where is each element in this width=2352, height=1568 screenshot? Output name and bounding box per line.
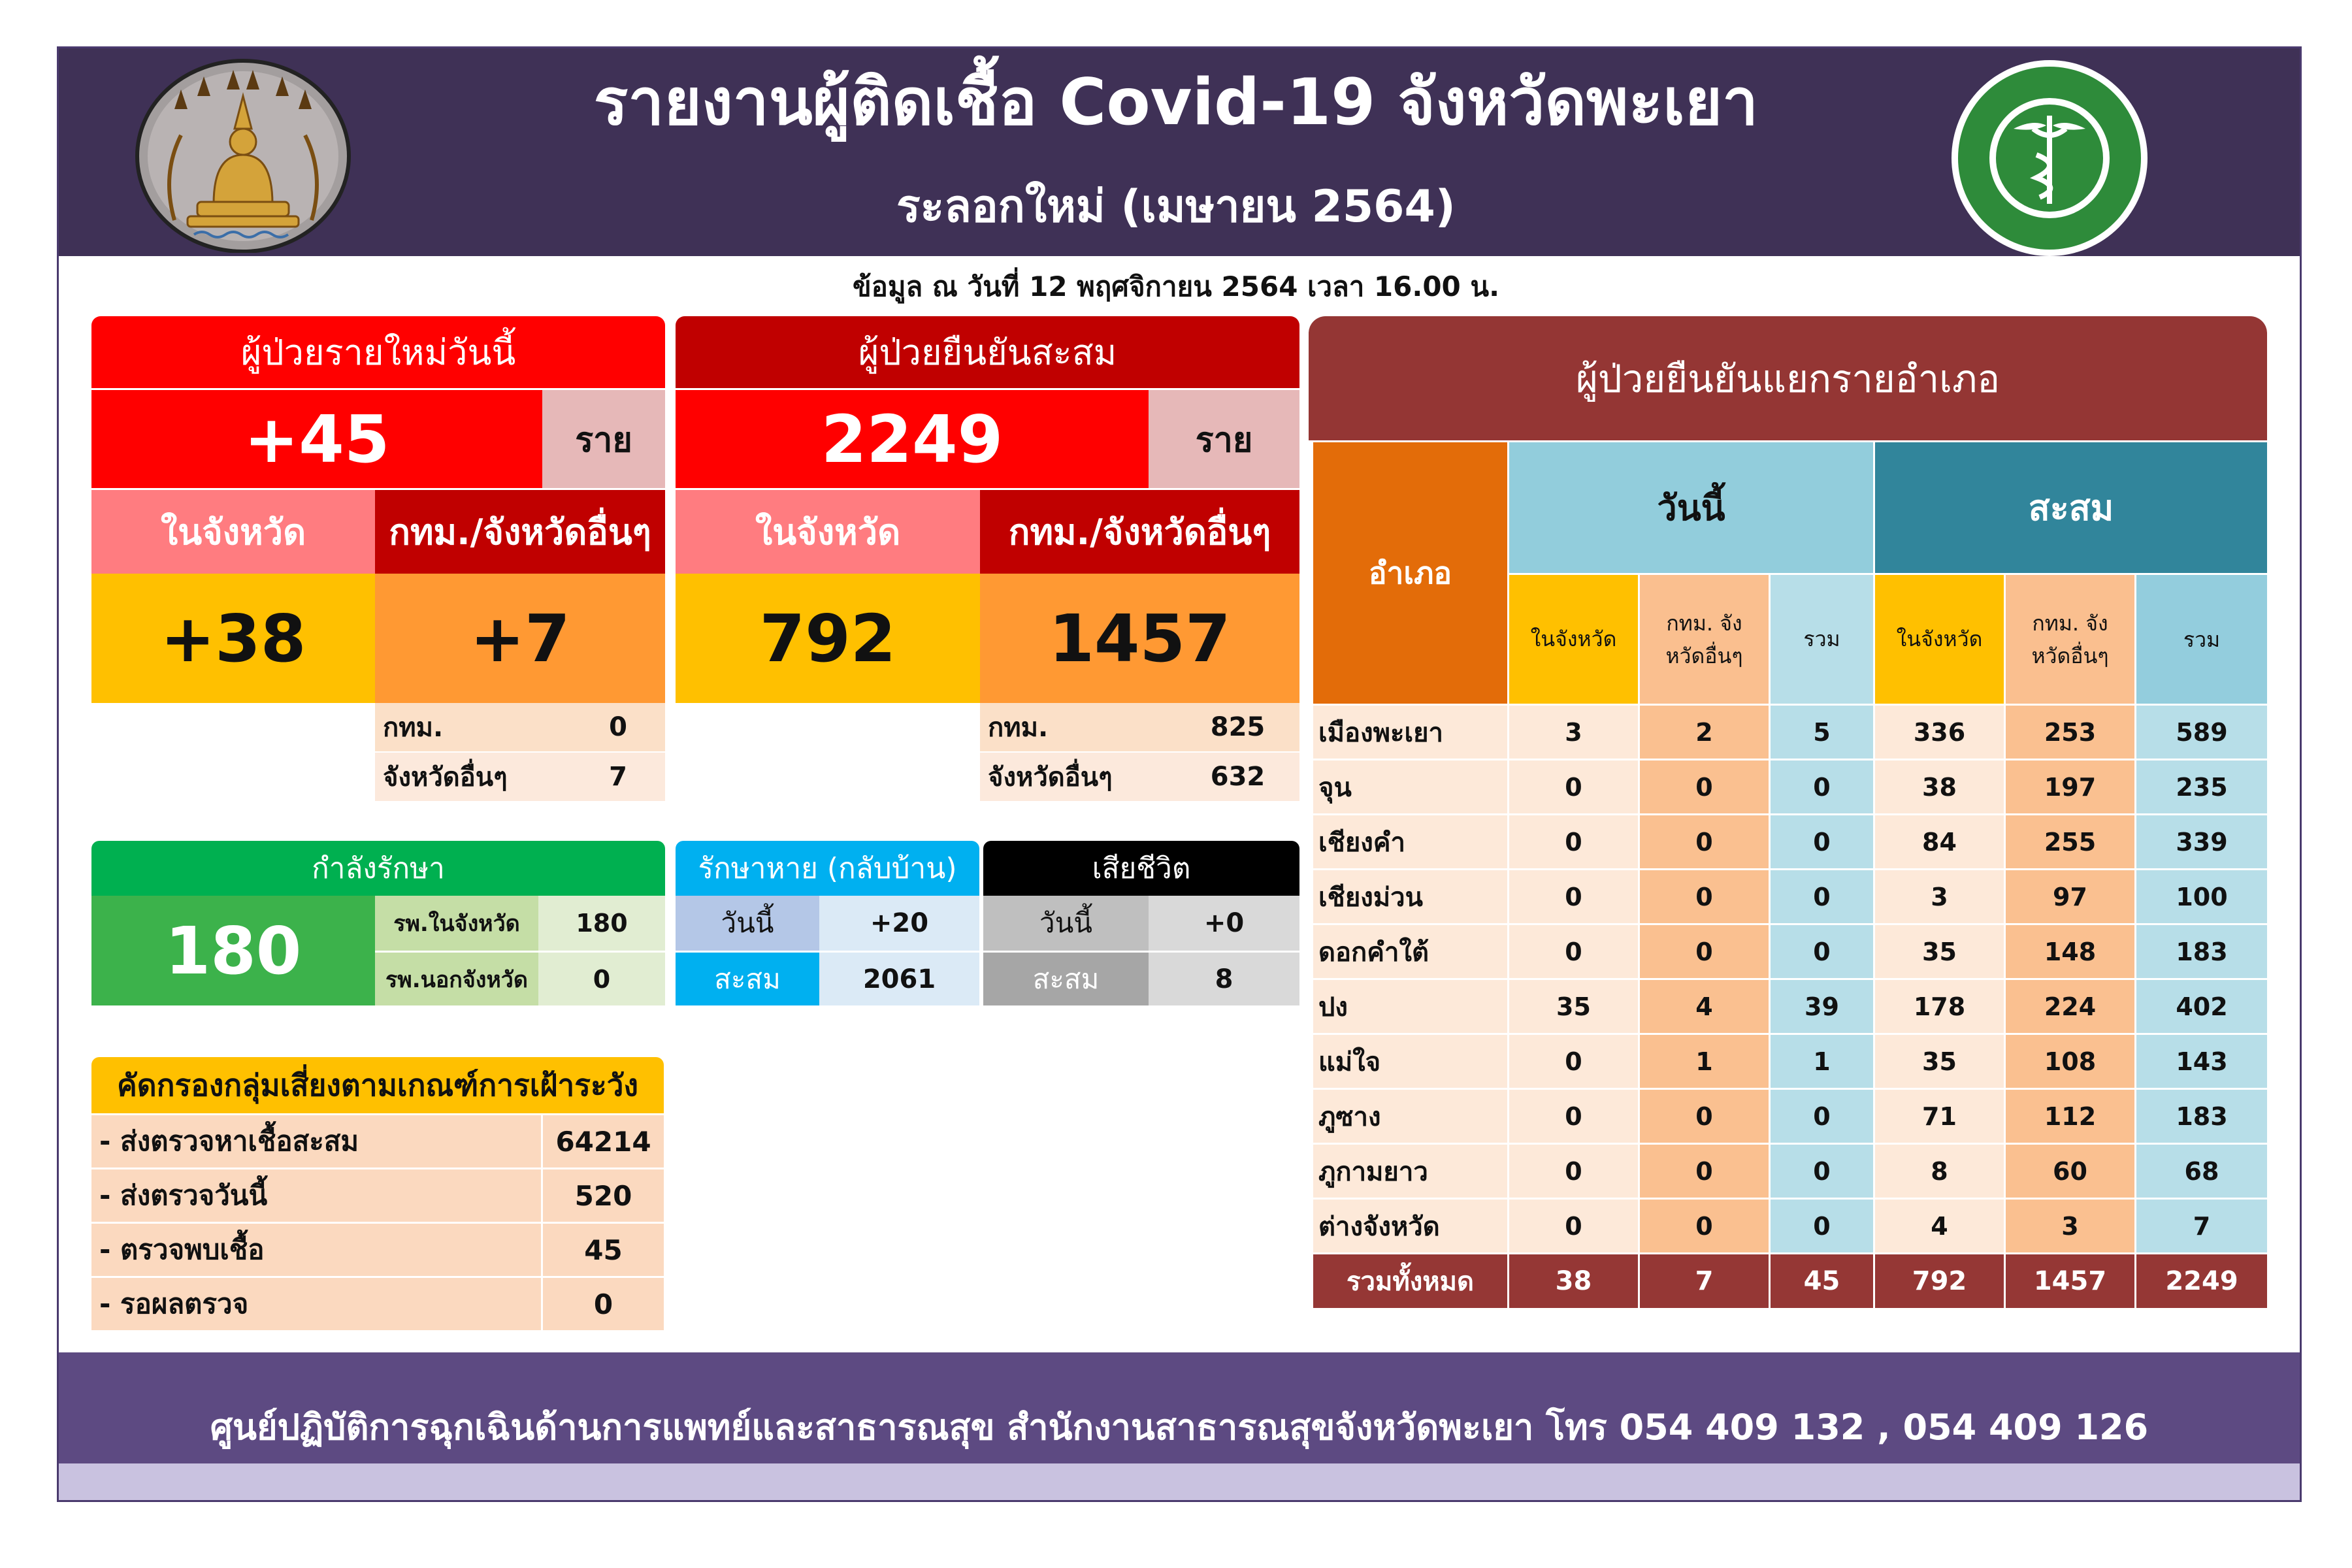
screening-row-label: - รอผลตรวจ <box>91 1278 541 1330</box>
recovered-cum-label: สะสม <box>676 951 819 1005</box>
cumulative-bkk: 825 <box>1176 703 1299 751</box>
ministry-of-public-health-logo <box>1942 57 2157 259</box>
treating-title: กำลังรักษา <box>91 841 665 896</box>
district-value-cell: 100 <box>2136 870 2267 923</box>
district-value-cell: 0 <box>1640 870 1769 923</box>
district-value-cell: 0 <box>1640 925 1769 978</box>
district-value-cell: 183 <box>2136 925 2267 978</box>
district-value-cell: 35 <box>1509 980 1638 1033</box>
district-value-cell: 235 <box>2136 760 2267 813</box>
cumulative-in-province-label: ในจังหวัด <box>676 490 980 574</box>
district-value-cell: 2 <box>1640 706 1769 759</box>
district-value-cell: 197 <box>2006 760 2134 813</box>
district-total-cell: 792 <box>1875 1254 2004 1308</box>
footer-contact: ศูนย์ปฏิบัติการฉุกเฉินด้านการแพทย์และสาธารณสุข สำนักงานสาธารณสุขจังหวัดพะเยา โทร 054 409 132 , 054 409 126 <box>210 1407 2149 1448</box>
district-value-cell: 35 <box>1875 1035 2004 1088</box>
new-today-bkk: 0 <box>571 703 665 751</box>
district-value-cell: 39 <box>1771 980 1873 1033</box>
report-subtitle: ระลอกใหม่ (เมษายน 2564) <box>896 181 1456 233</box>
district-value-cell: 8 <box>1875 1145 2004 1198</box>
treating-out-hosp-label: รพ.นอกจังหวัด <box>375 951 538 1005</box>
screening-row-label: - ตรวจพบเชื้อ <box>91 1224 541 1276</box>
district-value-cell: 4 <box>1875 1200 2004 1252</box>
data-date: ข้อมูล ณ วันที่ 12 พฤศจิกายน 2564 เวลา 16.00 น. <box>852 270 1500 302</box>
cumulative-other: 1457 <box>980 574 1299 703</box>
treating-in-hosp-label: รพ.ในจังหวัด <box>375 896 538 951</box>
district-value-cell: 35 <box>1875 925 2004 978</box>
screening-row-value: 64214 <box>543 1115 664 1168</box>
district-total-cell: 45 <box>1771 1254 1873 1308</box>
recovered-title: รักษาหาย (กลับบ้าน) <box>676 841 979 896</box>
district-value-cell: 0 <box>1509 1035 1638 1088</box>
new-today-in-province-label: ในจังหวัด <box>91 490 375 574</box>
district-name-cell: ปง <box>1313 980 1507 1033</box>
district-name-cell: เมืองพะเยา <box>1313 706 1507 759</box>
district-value-cell: 38 <box>1875 760 2004 813</box>
cumulative-col-header: สะสม <box>1875 442 2267 573</box>
deaths-cum: 8 <box>1149 951 1299 1005</box>
district-total-cell: 2249 <box>2136 1254 2267 1308</box>
district-value-cell: 339 <box>2136 815 2267 868</box>
deaths-title: เสียชีวิต <box>983 841 1299 896</box>
treating-total: 180 <box>91 896 375 1005</box>
district-name-cell: ภูซาง <box>1313 1090 1507 1143</box>
cumulative-in-province: 792 <box>676 574 980 703</box>
new-today-title: ผู้ป่วยรายใหม่วันนี้ <box>91 316 665 388</box>
district-value-cell: 7 <box>2136 1200 2267 1252</box>
district-total-cell: 1457 <box>2006 1254 2134 1308</box>
district-value-cell: 255 <box>2006 815 2134 868</box>
deaths-today: +0 <box>1149 896 1299 951</box>
cumulative-other-label: กทม./จังหวัดอื่นๆ <box>980 490 1299 574</box>
district-value-cell: 0 <box>1771 815 1873 868</box>
district-value-cell: 0 <box>1509 1200 1638 1252</box>
district-total-cell: 38 <box>1509 1254 1638 1308</box>
district-name-cell: เชียงคำ <box>1313 815 1507 868</box>
district-value-cell: 5 <box>1771 706 1873 759</box>
district-value-cell: 0 <box>1771 870 1873 923</box>
district-value-cell: 183 <box>2136 1090 2267 1143</box>
district-value-cell: 253 <box>2006 706 2134 759</box>
new-today-other-prov: 7 <box>571 753 665 801</box>
district-subheader: กทม. จังหวัดอื่นๆ <box>2006 575 2134 704</box>
new-today-unit: ราย <box>542 390 665 488</box>
recovered-today-label: วันนี้ <box>676 896 819 951</box>
new-today-bkk-label: กทม. <box>375 703 571 751</box>
deaths-today-label: วันนี้ <box>983 896 1149 951</box>
district-subheader: ในจังหวัด <box>1875 575 2004 704</box>
recovered-cum: 2061 <box>819 951 979 1005</box>
district-value-cell: 0 <box>1509 925 1638 978</box>
district-name-cell: แม่ใจ <box>1313 1035 1507 1088</box>
district-value-cell: 0 <box>1509 1145 1638 1198</box>
new-today-other-label: กทม./จังหวัดอื่นๆ <box>375 490 665 574</box>
district-value-cell: 0 <box>1509 760 1638 813</box>
cumulative-other-prov-label: จังหวัดอื่นๆ <box>980 753 1176 801</box>
district-value-cell: 143 <box>2136 1035 2267 1088</box>
new-today-in-province: +38 <box>91 574 375 703</box>
deaths-cum-label: สะสม <box>983 951 1149 1005</box>
screening-row-label: - ส่งตรวจหาเชื้อสะสม <box>91 1115 541 1168</box>
new-today-other-prov-label: จังหวัดอื่นๆ <box>375 753 571 801</box>
district-name-cell: ดอกคำใต้ <box>1313 925 1507 978</box>
screening-row-value: 0 <box>543 1278 664 1330</box>
district-value-cell: 112 <box>2006 1090 2134 1143</box>
cumulative-total: 2249 <box>676 390 1149 488</box>
district-value-cell: 0 <box>1771 1145 1873 1198</box>
district-value-cell: 3 <box>1509 706 1638 759</box>
recovered-today: +20 <box>819 896 979 951</box>
screening-title: คัดกรองกลุ่มเสี่ยงตามเกณฑ์การเฝ้าระวัง <box>91 1057 664 1113</box>
footer-strip <box>59 1463 2300 1500</box>
district-name-cell: จุน <box>1313 760 1507 813</box>
district-value-cell: 402 <box>2136 980 2267 1033</box>
district-subheader: กทม. จังหวัดอื่นๆ <box>1640 575 1769 704</box>
screening-row-value: 45 <box>543 1224 664 1276</box>
cumulative-title: ผู้ป่วยยืนยันสะสม <box>676 316 1299 388</box>
treating-out-hosp: 0 <box>538 951 665 1005</box>
district-value-cell: 0 <box>1771 760 1873 813</box>
district-value-cell: 178 <box>1875 980 2004 1033</box>
report-title: รายงานผู้ติดเชื้อ Covid-19 จังหวัดพะเยา <box>593 65 1759 140</box>
district-name-cell: ภูกามยาว <box>1313 1145 1507 1198</box>
new-today-other: +7 <box>375 574 665 703</box>
district-value-cell: 0 <box>1640 1200 1769 1252</box>
district-value-cell: 1 <box>1640 1035 1769 1088</box>
district-value-cell: 0 <box>1509 870 1638 923</box>
new-today-total: +45 <box>91 390 542 488</box>
district-value-cell: 60 <box>2006 1145 2134 1198</box>
district-subheader: รวม <box>2136 575 2267 704</box>
province-seal-logo <box>135 57 351 253</box>
district-value-cell: 589 <box>2136 706 2267 759</box>
district-name-cell: เชียงม่วน <box>1313 870 1507 923</box>
screening-row-label: - ส่งตรวจวันนี้ <box>91 1169 541 1222</box>
district-value-cell: 3 <box>1875 870 2004 923</box>
cumulative-unit: ราย <box>1149 390 1299 488</box>
district-subheader: ในจังหวัด <box>1509 575 1638 704</box>
district-title: ผู้ป่วยยืนยันแยกรายอำเภอ <box>1309 316 2267 440</box>
district-col-header: อำเภอ <box>1313 442 1507 704</box>
district-value-cell: 148 <box>2006 925 2134 978</box>
district-value-cell: 0 <box>1771 925 1873 978</box>
district-value-cell: 0 <box>1640 815 1769 868</box>
cumulative-other-prov: 632 <box>1176 753 1299 801</box>
district-subheader: รวม <box>1771 575 1873 704</box>
district-value-cell: 0 <box>1640 1145 1769 1198</box>
district-value-cell: 68 <box>2136 1145 2267 1198</box>
district-value-cell: 3 <box>2006 1200 2134 1252</box>
district-value-cell: 71 <box>1875 1090 2004 1143</box>
cumulative-bkk-label: กทม. <box>980 703 1176 751</box>
district-value-cell: 0 <box>1771 1090 1873 1143</box>
district-value-cell: 1 <box>1771 1035 1873 1088</box>
district-value-cell: 0 <box>1509 1090 1638 1143</box>
district-value-cell: 0 <box>1771 1200 1873 1252</box>
district-total-label: รวมทั้งหมด <box>1313 1254 1507 1308</box>
district-value-cell: 336 <box>1875 706 2004 759</box>
district-value-cell: 224 <box>2006 980 2134 1033</box>
district-value-cell: 0 <box>1509 815 1638 868</box>
district-value-cell: 4 <box>1640 980 1769 1033</box>
today-col-header: วันนี้ <box>1509 442 1873 573</box>
treating-in-hosp: 180 <box>538 896 665 951</box>
district-value-cell: 97 <box>2006 870 2134 923</box>
district-value-cell: 0 <box>1640 1090 1769 1143</box>
screening-row-value: 520 <box>543 1169 664 1222</box>
district-name-cell: ต่างจังหวัด <box>1313 1200 1507 1252</box>
district-value-cell: 108 <box>2006 1035 2134 1088</box>
district-value-cell: 84 <box>1875 815 2004 868</box>
district-value-cell: 0 <box>1640 760 1769 813</box>
district-total-cell: 7 <box>1640 1254 1769 1308</box>
